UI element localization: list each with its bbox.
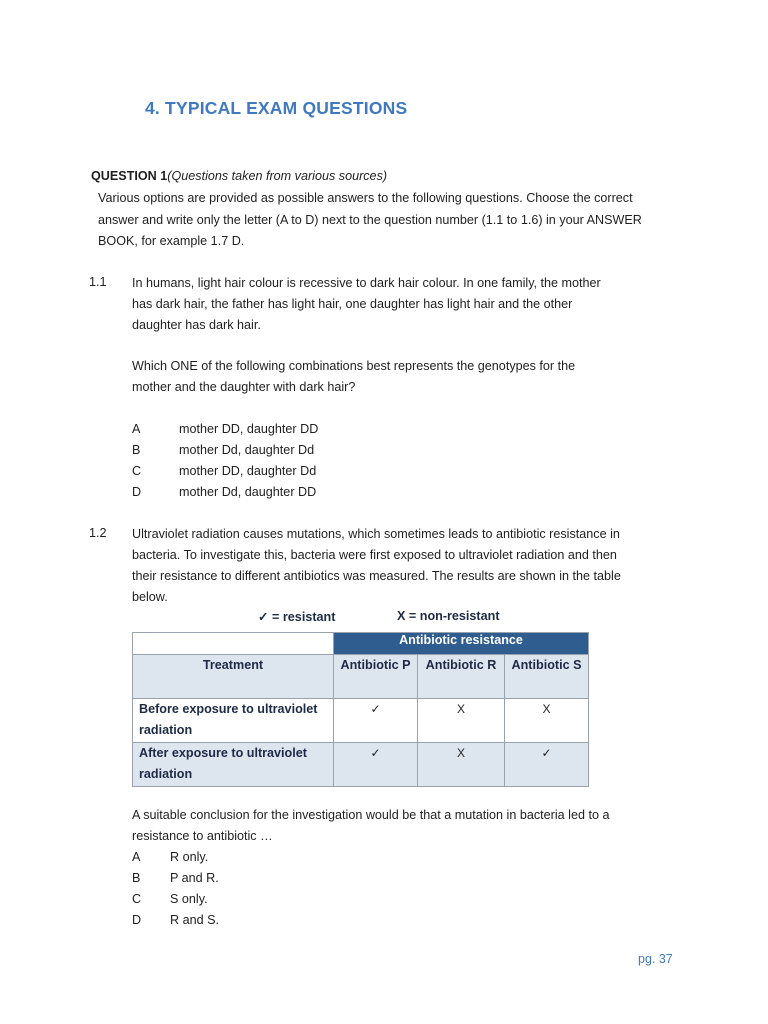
table-row xyxy=(133,743,589,787)
q1-1-option-letter: A xyxy=(132,422,141,436)
question-label: QUESTION 1 xyxy=(91,169,168,183)
table-cell: ✓ xyxy=(505,743,589,787)
q1-2-number: 1.2 xyxy=(89,526,107,540)
table-column-header: Antibiotic S xyxy=(505,655,589,699)
legend-resistant: ✓ = resistant xyxy=(258,610,336,624)
antibiotic-resistance-table xyxy=(132,632,589,787)
q1-2-option-letter: D xyxy=(132,913,142,927)
table-cell: ✓ xyxy=(334,699,418,743)
q1-1-option-letter: C xyxy=(132,464,142,478)
q1-2-option-text: S only. xyxy=(170,892,208,906)
q1-2-stem: Ultraviolet radiation causes mutations, which sometimes leads to antibiotic resistance in bacteria. To investigate this, bacteria were first exposed to ultraviolet radiation and then their resistance to different antibiotics was measured. The results are shown in the table below. xyxy=(132,527,621,604)
q1-2-option-text: R and S. xyxy=(170,913,220,927)
table-cell: ✓ xyxy=(334,743,418,787)
q1-2-option-letter: A xyxy=(132,850,141,864)
q1-1-prompt: Which ONE of the following combinations best represents the genotypes for the mother and the daughter with dark hair? xyxy=(132,359,576,394)
q1-2-option-text: P and R. xyxy=(170,871,219,885)
q1-1-number: 1.1 xyxy=(89,275,107,289)
table-empty-cell xyxy=(133,633,334,655)
table-cell: X xyxy=(418,743,505,787)
q1-2-option-text: R only. xyxy=(170,850,209,864)
section-heading: 4. TYPICAL EXAM QUESTIONS xyxy=(145,98,408,118)
table-cell: X xyxy=(505,699,589,743)
q1-2-conclusion: A suitable conclusion for the investigation would be that a mutation in bacteria led to a resistance to antibiotic … xyxy=(132,808,610,843)
question-title xyxy=(91,169,387,183)
table-row-treatment: After exposure to ultraviolet radiation xyxy=(133,743,334,787)
table-treatment-header: Treatment xyxy=(133,655,334,699)
q1-1-option-letter: D xyxy=(132,485,142,499)
q1-1-option-text: mother Dd, daughter Dd xyxy=(179,443,315,457)
table-row-treatment: Before exposure to ultraviolet radiation xyxy=(133,699,334,743)
page-number: pg. 37 xyxy=(638,952,673,966)
question-instructions: Various options are provided as possible answers to the following questions. Choose the correct answer and write only the letter (A to D) next to the question number (1.1 to 1.6) in your ANSWER BOOK, for example 1.7 D. xyxy=(98,191,642,248)
question-source-note: (Questions taken from various sources) xyxy=(167,169,388,183)
q1-1-option-letter: B xyxy=(132,443,141,457)
q1-2-option-letter: C xyxy=(132,892,142,906)
q1-1-option-text: mother Dd, daughter DD xyxy=(179,485,317,499)
table-group-header: Antibiotic resistance xyxy=(334,633,589,655)
q1-1-stem: In humans, light hair colour is recessive to dark hair colour. In one family, the mother has dark hair, the father has light hair, one daughter has light hair and the other daughter has dark hair. xyxy=(132,276,601,332)
legend-non-resistant: X = non-resistant xyxy=(397,609,500,623)
q1-1-option-text: mother DD, daughter DD xyxy=(179,422,319,436)
table-cell: X xyxy=(418,699,505,743)
table-row xyxy=(133,699,589,743)
q1-2-option-letter: B xyxy=(132,871,141,885)
q1-1-option-text: mother DD, daughter Dd xyxy=(179,464,317,478)
table-column-header: Antibiotic R xyxy=(418,655,505,699)
table-column-header: Antibiotic P xyxy=(334,655,418,699)
